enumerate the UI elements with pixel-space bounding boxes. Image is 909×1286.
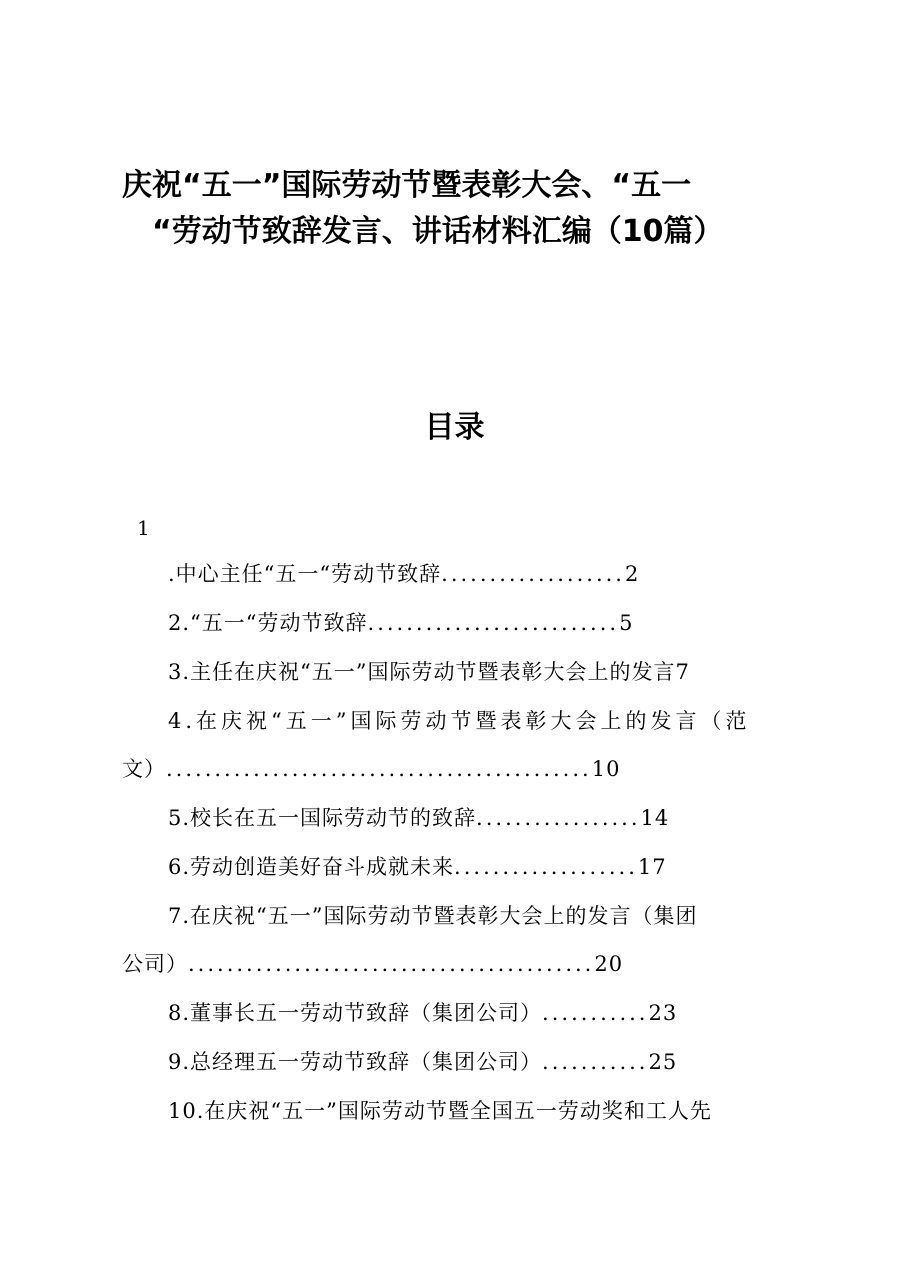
document-title-line-2: “劳动节致辞发言、讲话材料汇编（10篇） — [152, 214, 724, 249]
toc-entry-text: 10.在庆祝“五一”国际劳动节暨全国五一劳动奖和工人先 — [168, 1099, 712, 1123]
toc-entry-4-continued[interactable] — [122, 754, 620, 784]
toc-entry-dots: ................... — [454, 855, 638, 879]
toc-entry-text: 5.校长在五一国际劳动节的致辞 — [168, 806, 477, 830]
toc-entry-4[interactable] — [168, 706, 751, 736]
toc-entry-1[interactable] — [168, 559, 639, 589]
toc-entry-7[interactable] — [168, 901, 698, 931]
toc-entry-dots: ........... — [542, 1050, 649, 1074]
toc-entry-page: 14 — [640, 806, 670, 830]
toc-entry-dots: ........... — [542, 1001, 649, 1025]
toc-entry-text: 9.总经理五一劳动节致辞（集团公司） — [168, 1050, 543, 1074]
toc-entry-text: 8.董事长五一劳动节致辞（集团公司） — [168, 1001, 543, 1025]
toc-entry-text: .中心主任“五一“劳动节致辞 — [168, 562, 442, 586]
toc-entry-text: 6.劳动创造美好奋斗成就未来 — [168, 855, 455, 879]
toc-lead-number: 1 — [137, 516, 150, 540]
toc-entry-page: 20 — [594, 952, 624, 976]
toc-entry-text: 4.在庆祝“五一”国际劳动节暨表彰大会上的发言（范 — [168, 709, 751, 733]
toc-entry-page: 23 — [648, 1001, 678, 1025]
toc-entry-page: 2 — [625, 562, 640, 586]
toc-entry-3[interactable] — [168, 657, 690, 687]
toc-entry-9[interactable] — [168, 1047, 677, 1077]
toc-entry-5[interactable] — [168, 803, 669, 833]
toc-heading: 目录 — [424, 410, 485, 445]
toc-entry-8[interactable] — [168, 998, 677, 1028]
toc-entry-page: 17 — [637, 855, 667, 879]
toc-entry-text: 文） — [122, 757, 166, 781]
toc-entry-10[interactable] — [168, 1096, 712, 1126]
toc-entry-text: 7.在庆祝“五一”国际劳动节暨表彰大会上的发言（集团 — [168, 904, 698, 928]
toc-entry-2[interactable] — [168, 608, 633, 638]
toc-entry-text: 3.主任在庆祝“五一”国际劳动节暨表彰大会上的发言 — [168, 660, 676, 684]
toc-entry-page: 5 — [619, 611, 634, 635]
toc-entry-dots: ................... — [441, 562, 625, 586]
toc-entry-dots: .......................................... — [188, 952, 595, 976]
toc-entry-dots: .......................... — [367, 611, 620, 635]
toc-entry-page: 7 — [675, 660, 690, 684]
toc-entry-text: 公司） — [122, 952, 188, 976]
toc-entry-page: 25 — [648, 1050, 678, 1074]
toc-entry-6[interactable] — [168, 852, 667, 882]
toc-entry-dots: ................. — [476, 806, 641, 830]
toc-entry-dots: ............................................ — [166, 757, 592, 781]
toc-entry-page: 10 — [591, 757, 621, 781]
toc-entry-7-continued[interactable] — [122, 949, 623, 979]
document-title-line-1: 庆祝“五一”国际劳动节暨表彰大会、“五一 — [122, 168, 692, 203]
toc-entry-text: 2.“五一“劳动节致辞 — [168, 611, 368, 635]
